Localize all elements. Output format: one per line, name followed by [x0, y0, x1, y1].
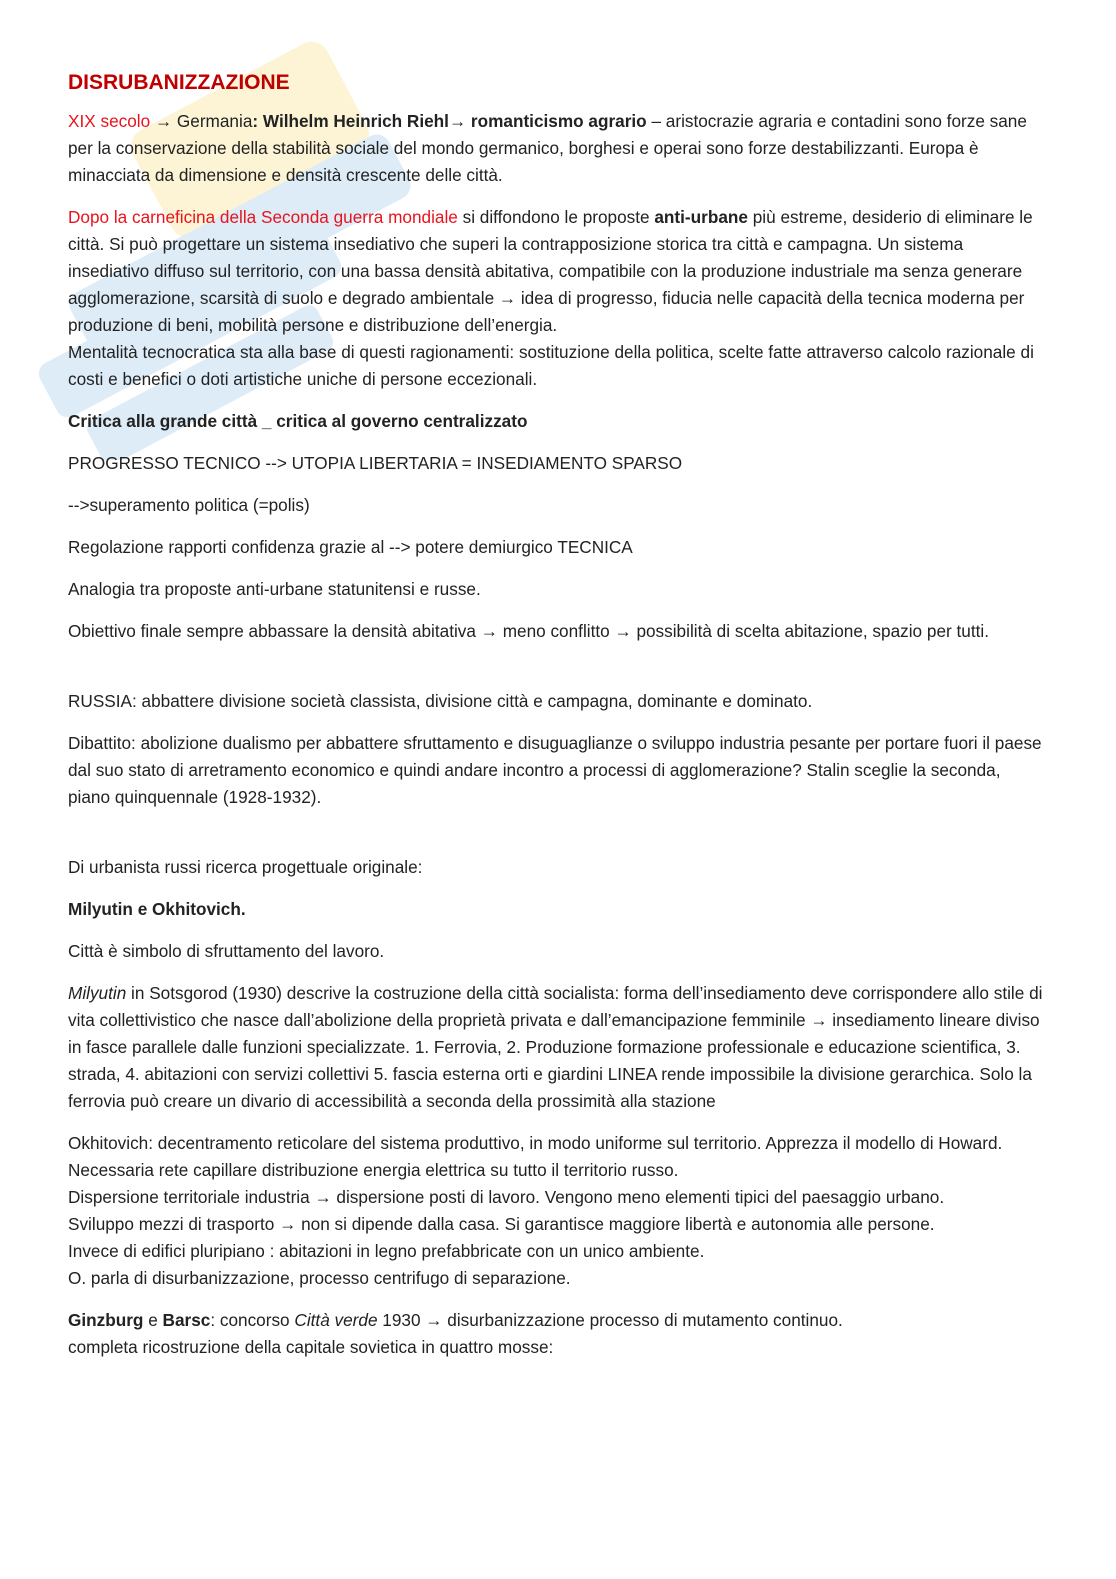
paragraph-okhitovich: Okhitovich: decentramento reticolare del sistema produttivo, in modo uniforme sul territorio. Apprezza il modello di Howard. Necessaria rete capillare distribuzione energia elettrica su tutto il territorio russo. Dispersione territoriale industria → dispersione posti di lavoro. Vengono meno elementi tipici del paesaggio urbano. Sviluppo mezzi di trasporto → non si dipende dalla casa. Si garantisce maggiore libertà e autonomia alle persone. Invece di edifici pluripiano : abitazioni in legno prefabbricate con un unico ambiente. O. parla di disurbanizzazione, processo centrifugo di separazione.: [68, 1133, 1003, 1288]
paragraph-milyutin: Milyutin in Sotsgorod (1930) descrive la costruzione della città socialista: forma dell’insediamento deve corrispondere allo stile di vita collettivistico che nasce dall’abolizione della proprietà privata e dall’emancipazione femminile → insediamento lineare diviso in fasce parallele dalle funzioni specializzate. 1. Ferrovia, 2. Produzione formazione professionale e educazione scientifica, 3. strada, 4. abitazioni con servizi collettivi 5. fascia esterna orti e giardini LINEA rende impossibile la divisione gerarchica. Solo la ferrovia può creare un divario di accessibilità a seconda della prossimità alla stazione: [68, 983, 1043, 1111]
paragraph-russia: RUSSIA: abbattere divisione società classista, divisione città e campagna, dominante e dominato.: [68, 691, 813, 711]
paragraph-critica: Critica alla grande città _ critica al governo centralizzato: [68, 411, 528, 431]
paragraph-riehl: XIX secolo → Germania: Wilhelm Heinrich Riehl→ romanticismo agrario – aristocrazie agraria e contadini sono forze sane per la conservazione della stabilità sociale del mondo germanico, borghesi e operai sono forze destabilizzanti. Europa è minacciata da dimensione e densità crescente delle città.: [68, 111, 1027, 185]
paragraph-urbanisti: Di urbanista russi ricerca progettuale originale:: [68, 857, 423, 877]
paragraph-regolazione: Regolazione rapporti confidenza grazie al --> potere demiurgico TECNICA: [68, 537, 633, 557]
paragraph-analogia: Analogia tra proposte anti-urbane statunitensi e russe.: [68, 579, 481, 599]
paragraph-obiettivo: Obiettivo finale sempre abbassare la densità abitativa → meno conflitto → possibilità di scelta abitazione, spazio per tutti.: [68, 621, 989, 641]
paragraph-progresso: PROGRESSO TECNICO --> UTOPIA LIBERTARIA = INSEDIAMENTO SPARSO: [68, 453, 683, 473]
highlight-text: Dopo la carneficina della Seconda guerra mondiale: [68, 207, 458, 227]
paragraph-ginzburg: Ginzburg e Barsc: concorso Città verde 1930 → disurbanizzazione processo di mutamento continuo. completa ricostruzione della capitale sovietica in quattro mosse:: [68, 1310, 843, 1357]
paragraph-superamento: -->superamento politica (=polis): [68, 495, 310, 515]
spacer: [68, 660, 1043, 688]
paragraph-dibattito: Dibattito: abolizione dualismo per abbattere sfruttamento e disuguaglianze o sviluppo industria pesante per portare fuori il paese dal suo stato di arretramento economico e quindi andare incontro a processi di agglomerazione? Stalin sceglie la seconda, piano quinquennale (1928-1932).: [68, 733, 1042, 807]
paragraph-citta-simbolo: Città è simbolo di sfruttamento del lavoro.: [68, 941, 385, 961]
document-page: [68, 68, 1043, 1376]
highlight-text: XIX secolo: [68, 111, 151, 131]
spacer: [68, 826, 1043, 854]
page-title: DISRUBANIZZAZIONE: [68, 71, 290, 94]
paragraph-names: Milyutin e Okhitovich.: [68, 899, 246, 919]
paragraph-anti-urban: Dopo la carneficina della Seconda guerra mondiale si diffondono le proposte anti-urbane più estreme, desiderio di eliminare le città. Si può progettare un sistema insediativo che superi la contrapposizione storica tra città e campagna. Un sistema insediativo diffuso sul territorio, con una bassa densità abitativa, compatibile con la produzione industriale ma senza generare agglomerazione, scarsità di suolo e degrado ambientale → idea di progresso, fiducia nelle capacità della tecnica moderna per produzione di beni, mobilità persone e distribuzione dell’energia. Mentalità tecnocratica sta alla base di questi ragionamenti: sostituzione della politica, scelte fatte attraverso calcolo razionale di costi e benefici o doti artistiche uniche di persone eccezionali.: [68, 207, 1034, 389]
